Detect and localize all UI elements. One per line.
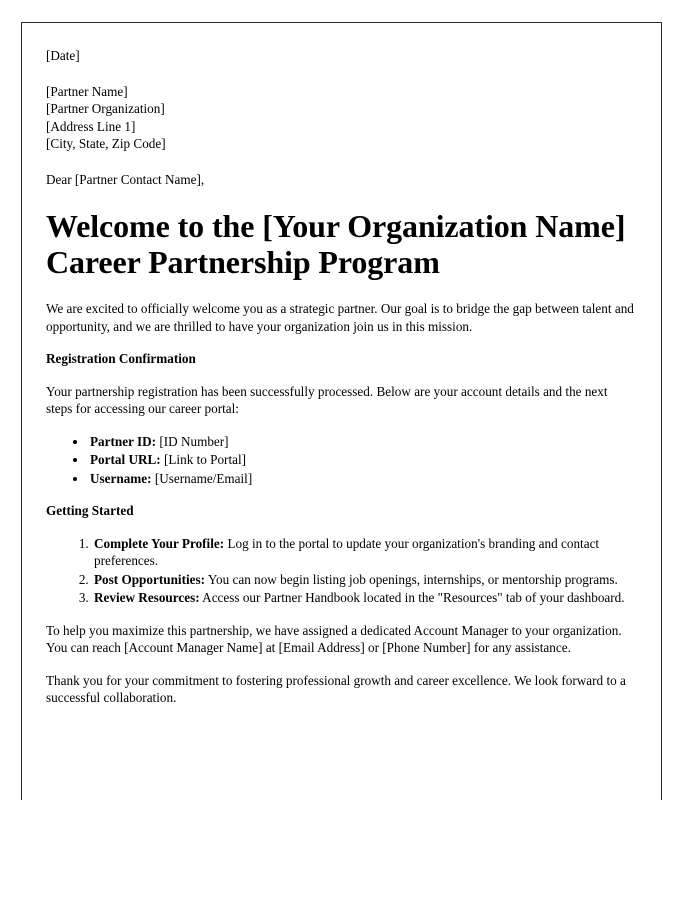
account-manager-paragraph: To help you maximize this partnership, we have assigned a dedicated Account Manager to your organization. You can reach [Account Manager Name] at [Email Address] or [Phone Number] for any assistance. — [46, 622, 622, 655]
list-item — [92, 535, 635, 570]
list-item — [88, 470, 635, 488]
salutation: Dear [Partner Contact Name], — [46, 171, 205, 187]
list-item — [88, 433, 635, 451]
closing-paragraph: Thank you for your commitment to fostering professional growth and career excellence. We look forward to a successful collaboration. — [46, 672, 626, 705]
step-3-text: Access our Partner Handbook located in the "Resources" tab of your dashboard. — [202, 590, 625, 605]
letter-page — [21, 22, 662, 800]
recipient-city-state-zip-line: [City, State, Zip Code] — [46, 136, 166, 151]
username-value: [Username/Email] — [154, 470, 253, 486]
step-1-text: Log in to the portal to update your organization's branding and contact preferences. — [94, 535, 600, 568]
recipient-name-line: [Partner Name] — [46, 83, 128, 99]
getting-started-heading: Getting Started — [46, 503, 134, 518]
date-block — [46, 47, 635, 65]
getting-started-list — [46, 535, 635, 607]
date-line: [Date] — [46, 48, 80, 63]
intro-paragraph: We are excited to officially welcome you as a strategic partner. Our goal is to bridge the gap between talent and opportunity, and we are thrilled to have your organization join us in this mission. — [46, 301, 634, 334]
recipient-organization-line: [Partner Organization] — [46, 101, 165, 116]
page-title: Welcome to the [Your Organization Name] Career Partnership Program — [46, 208, 626, 280]
step-2-label: Post Opportunities: — [94, 571, 205, 587]
account-details-list — [46, 433, 635, 488]
recipient-address-line-1: [Address Line 1] — [46, 118, 136, 134]
recipient-address-block — [46, 83, 635, 153]
partner-id-value: [ID Number] — [159, 433, 229, 449]
list-item — [88, 451, 635, 469]
step-1-label: Complete Your Profile: — [94, 535, 225, 551]
username-label: Username: — [90, 470, 152, 486]
partner-id-label: Partner ID: — [90, 433, 157, 449]
registration-confirmation-heading: Registration Confirmation — [46, 351, 196, 366]
step-2-text: You can now begin listing job openings, internships, or mentorship programs. — [207, 571, 618, 587]
registration-paragraph: Your partnership registration has been successfully processed. Below are your account details and the next steps for accessing our career portal: — [46, 383, 608, 416]
portal-url-value[interactable]: [Link to Portal] — [163, 452, 247, 467]
letter-content — [22, 23, 661, 707]
step-3-label: Review Resources: — [94, 590, 200, 605]
list-item — [92, 571, 635, 589]
list-item — [92, 589, 635, 607]
portal-url-label: Portal URL: — [90, 452, 161, 467]
